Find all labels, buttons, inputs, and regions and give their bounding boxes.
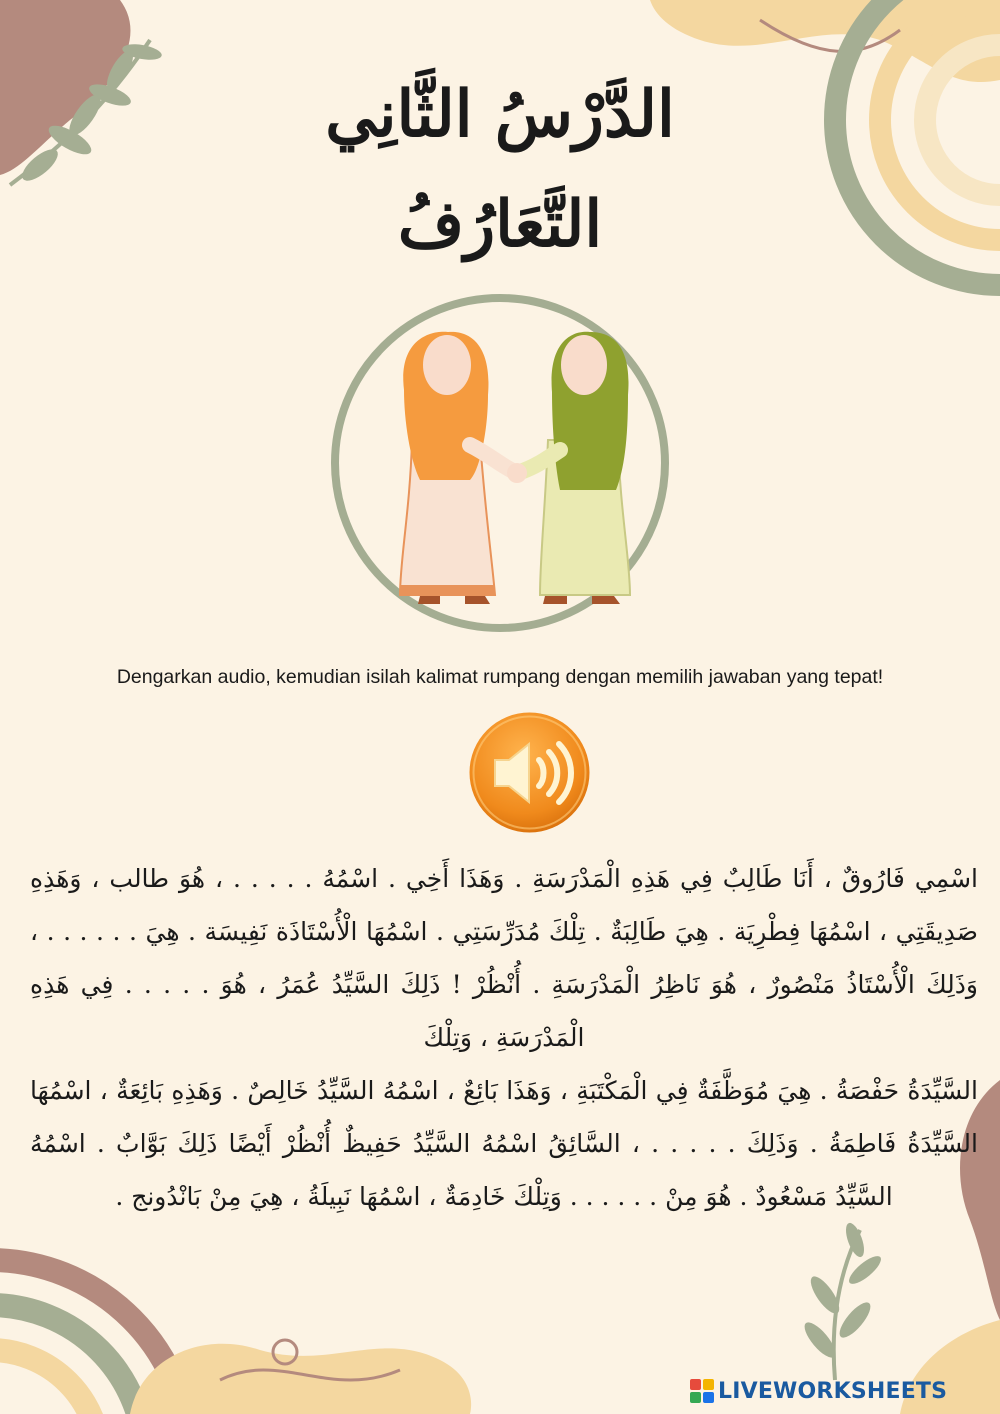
liveworksheets-logo xyxy=(690,1376,947,1406)
lesson-title: الدَّرْسُ الثَّانِي xyxy=(325,77,675,152)
logo-mark-icon xyxy=(690,1379,714,1403)
audio-play-button[interactable] xyxy=(467,710,592,835)
lesson-subtitle: التَّعَارُفُ xyxy=(397,187,603,262)
instruction-text: Dengarkan audio, kemudian isilah kalimat rumpang dengan memilih jawaban yang tepat! xyxy=(116,666,884,688)
passage-paragraph-1: اسْمِي فَارُوقٌ ، أَنَا طَالِبٌ فِي هَذِهِ الْمَدْرَسَةِ . وَهَذَا أَخِي . اسْمُهُ . . . . . ، هُوَ طالب ، وَهَذِهِ صَدِيقَتِي ، اسْمُهَا فِطْرِيَة . هِيَ طَالِبَةٌ . تِلْكَ مُدَرِّسَتِي . اسْمُهَا الْأُسْتَاذَة نَفِيسَة . هِيَ . . . . . . ، وَذَلِكَ الْأُسْتَاذُ مَنْصُورٌ ، هُوَ نَاظِرُ الْمَدْرَسَةِ . أُنْظُرْ ! ذَلِكَ السَّيِّدُ عُمَرُ ، هُوَ . . . . . فِي هَذِهِ الْمَدْرَسَةِ ، وَتِلْكَ xyxy=(30,864,978,1052)
passage-paragraph-2: السَّيِّدَةُ حَفْصَةُ . هِيَ مُوَظَّفَةٌ فِي الْمَكْتَبَةِ ، وَهَذَا بَائِعٌ ، اسْمُهُ السَّيِّدُ خَالِصٌ . وَهَذِهِ بَائِعَةٌ ، اسْمُهَا السَّيِّدَةُ فَاطِمَةُ . وَذَلِكَ . . . . . ، السَّائِقُ اسْمُهُ السَّيِّدُ حَفِيظٌ أُنْظُرْ أَيْضًا ذَلِكَ بَوَّابٌ . اسْمُهُ السَّيِّدُ مَسْعُودٌ . هُوَ مِنْ . . . . . . وَتِلْكَ خَادِمَةٌ ، اسْمُهَا نَبِيلَةُ ، هِيَ مِنْ بَانْدُونج . xyxy=(30,1076,978,1211)
logo-text: LIVEWORKSHEETS xyxy=(718,1378,948,1404)
reading-passage xyxy=(30,852,978,1223)
speaker-icon xyxy=(467,710,592,835)
